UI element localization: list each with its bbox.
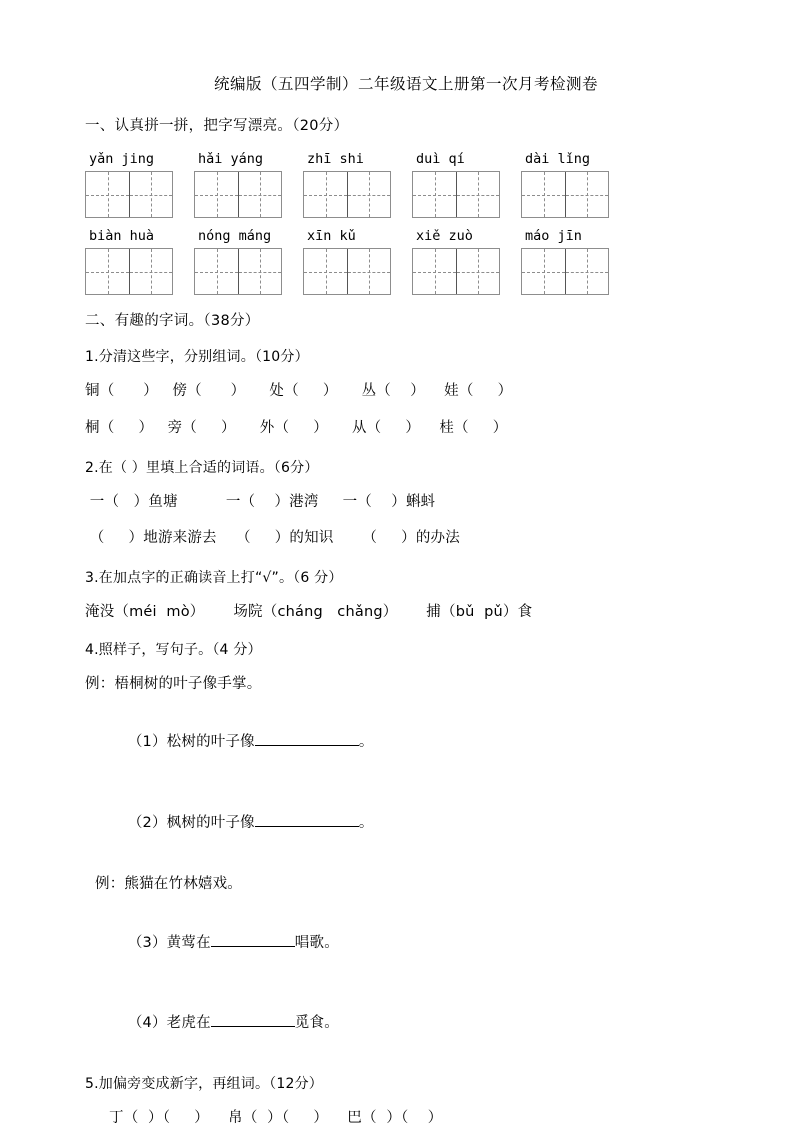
question-2-row-2[interactable]: （ ）地游来游去 （ ）的知识 （ ）的办法 (85, 530, 460, 547)
item-4-text: （4）老虎在 (127, 1014, 211, 1031)
tianzige-box[interactable] (85, 171, 173, 218)
pinyin-label: xiě zuò (416, 228, 473, 245)
section1-heading: 一、认真拼一拼，把字写漂亮。（20分） (85, 117, 349, 134)
tianzige-cell[interactable] (86, 172, 129, 217)
pinyin-row-1 (85, 151, 709, 167)
question-3-prompt: 3.在加点字的正确读音上打“√”。（6 分） (85, 570, 343, 587)
tianzige-cell[interactable] (413, 172, 456, 217)
item-2-text: （2）枫树的叶子像 (127, 814, 255, 831)
pinyin-label: zhī shi (307, 151, 364, 168)
question-4-prompt: 4.照样子，写句子。（4 分） (85, 641, 262, 658)
tianzige-box[interactable] (412, 248, 500, 295)
tianzige-box[interactable] (194, 171, 282, 218)
question-1-row-1[interactable]: 铜（ ） 傍（ ） 处（ ） 丛（ ） 娃（ ） (85, 383, 513, 400)
writing-grid-slot[interactable] (412, 171, 521, 218)
writing-grid-slot[interactable] (412, 248, 521, 295)
question-4-item-1[interactable] (85, 711, 709, 776)
tianzige-cell[interactable] (129, 249, 172, 294)
tianzige-cell[interactable] (129, 172, 172, 217)
writing-grid-row-1 (85, 171, 709, 218)
tianzige-cell[interactable] (456, 249, 499, 294)
tianzige-cell[interactable] (195, 249, 238, 294)
tianzige-cell[interactable] (413, 249, 456, 294)
tianzige-cell[interactable] (522, 249, 565, 294)
tianzige-cell[interactable] (238, 249, 281, 294)
tianzige-cell[interactable] (304, 172, 347, 217)
writing-grid-slot[interactable] (521, 171, 630, 218)
writing-grid-slot[interactable] (194, 248, 303, 295)
tianzige-box[interactable] (303, 171, 391, 218)
pinyin-label: duì qí (416, 151, 465, 168)
question-3-row-1[interactable]: 淹没（méi mò） 场院（cháng chǎng） 捕（bǔ pǔ）食 (85, 604, 533, 621)
pinyin-label: yǎn jing (89, 151, 155, 168)
answer-blank[interactable] (255, 826, 359, 827)
writing-grid-slot[interactable] (194, 171, 303, 218)
tianzige-cell[interactable] (304, 249, 347, 294)
tianzige-box[interactable] (412, 171, 500, 218)
question-5-prompt: 5.加偏旁变成新字，再组词。（12分） (85, 1076, 323, 1093)
tianzige-box[interactable] (303, 248, 391, 295)
tianzige-cell[interactable] (347, 249, 390, 294)
answer-blank[interactable] (211, 946, 295, 947)
pinyin-label: biàn huà (89, 228, 155, 245)
writing-grid-slot[interactable] (85, 248, 194, 295)
question-1-prompt: 1.分清这些字，分别组词。（10分） (85, 349, 309, 366)
question-1-row-2[interactable]: 桐（ ） 旁（ ） 外（ ） 从（ ） 桂（ ） (85, 419, 508, 436)
page-title: 统编版（五四学制）二年级语文上册第一次月考检测卷 (213, 75, 598, 93)
writing-grid-slot[interactable] (85, 171, 194, 218)
tianzige-box[interactable] (85, 248, 173, 295)
pinyin-label: hǎi yáng (198, 151, 264, 168)
question-4-item-2[interactable] (85, 791, 709, 856)
tianzige-cell[interactable] (238, 172, 281, 217)
tianzige-cell[interactable] (565, 249, 608, 294)
writing-grid-row-2 (85, 248, 709, 295)
tianzige-box[interactable] (194, 248, 282, 295)
pinyin-label: nóng máng (198, 228, 272, 245)
tianzige-cell[interactable] (522, 172, 565, 217)
answer-blank[interactable] (255, 745, 359, 746)
item-3-text: （3）黄莺在 (127, 934, 211, 951)
pinyin-label: dài lǐng (525, 151, 591, 168)
writing-grid-slot[interactable] (303, 171, 412, 218)
question-5-row-1[interactable]: 丁（ ）（ ） 帛（ ）（ ） 巴（ ）（ ） (109, 1110, 443, 1127)
tianzige-box[interactable] (521, 248, 609, 295)
item-3-suffix: 唱歌。 (294, 934, 339, 951)
answer-blank[interactable] (211, 1026, 295, 1027)
question-4-item-3[interactable] (85, 911, 709, 976)
question-4-example-1: 例：梧桐树的叶子像手掌。 (85, 675, 262, 692)
item-2-suffix: 。 (358, 814, 374, 831)
item-1-text: （1）松树的叶子像 (127, 734, 255, 751)
tianzige-cell[interactable] (86, 249, 129, 294)
worksheet-content (85, 74, 709, 1145)
tianzige-cell[interactable] (347, 172, 390, 217)
pinyin-row-2 (85, 228, 709, 244)
question-2-row-1[interactable]: 一（ ）鱼塘 一（ ）港湾 一（ ）蝌蚪 (85, 493, 436, 510)
section2-heading: 二、有趣的字词。（38分） (85, 313, 260, 330)
writing-grid-slot[interactable] (303, 248, 412, 295)
writing-grid-slot[interactable] (521, 248, 630, 295)
item-4-suffix: 觅食。 (294, 1014, 339, 1031)
question-4-item-4[interactable] (85, 991, 709, 1056)
pinyin-label: xīn kǔ (307, 228, 356, 245)
question-4-example-2: 例：熊猫在竹林嬉戏。 (95, 876, 242, 893)
tianzige-cell[interactable] (195, 172, 238, 217)
tianzige-cell[interactable] (456, 172, 499, 217)
tianzige-cell[interactable] (565, 172, 608, 217)
tianzige-box[interactable] (521, 171, 609, 218)
pinyin-label: máo jīn (525, 228, 582, 245)
question-2-prompt: 2.在（ ）里填上合适的词语。（6分） (85, 459, 319, 476)
item-1-suffix: 。 (358, 734, 374, 751)
